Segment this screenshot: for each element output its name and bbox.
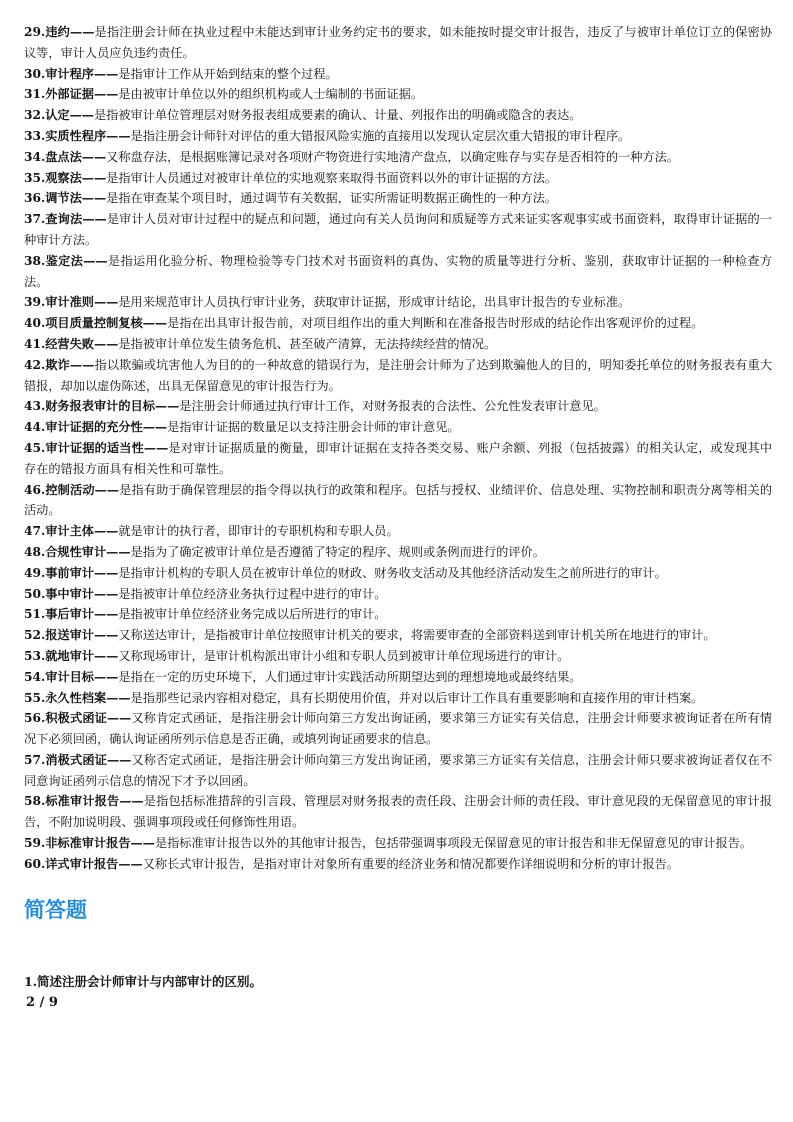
term-entry [24,313,772,334]
term-entry [24,563,772,584]
term-definition: 就是审计的执行者，即审计的专职机构和专职人员。 [118,524,399,539]
term-heading: 30. [24,66,46,81]
term-entry [24,64,772,85]
term-definition: 是指被审计单位经济业务执行过程中进行的审计。 [118,586,387,601]
term-name: 外部证据 [45,87,94,102]
term-name: 项目质量控制复核 [45,316,143,331]
term-dash: —— [93,87,119,102]
term-name: 实质性程序 [45,128,107,143]
term-heading: 38. [24,253,46,268]
term-definition: 是指有助于确保管理层的指令得以执行的政策和程序。包括与授权、业绩评价、信息处理、实物控制和职责分离等相关的活动。 [24,482,773,518]
term-dash: —— [106,752,132,767]
term-definition: 是指注册会计师针对评估的重大错报风险实施的直接用以发现认定层次重大错报的审计程序。 [130,128,631,143]
term-definition: 是指在一定的历史环境下，人们通过审计实践活动所期望达到的理想境地或最终结果。 [118,669,582,684]
term-definition: 是指注册会计师在执业过程中未能达到审计业务约定书的要求，如未能按时提交审计报告，违反了与被审计单位订立的保密协议等，审计人员应负违约责任。 [24,25,773,60]
term-dash: —— [106,544,131,559]
term-name: 财务报表审计的目标 [45,399,155,414]
term-definition: 又称肯定式函证，是指注册会计师向第三方发出询证函，要求第三方证实有关信息，注册会计师要求被询证者在所有情况下必须回函，确认询证函所列示信息是否正确，或填列询证函要求的信息。 [24,711,773,747]
term-definition: 是指标准审计报告以外的其他审计报告，包括带强调事项段无保留意见的审计报告和非无保留意见的审计报告。 [154,836,753,851]
term-heading: 37. [24,212,46,227]
term-definition: 是指审计机构的专职人员在被审计单位的财政、财务收支活动及其他经济活动发生之前所进行的审计。 [118,565,667,580]
term-entry [24,667,772,688]
term-definition: 是指包括标准措辞的引言段、管理层对财务报表的责任段、注册会计师的责任段、审计意见段的无保留意见的审计报告，不附加说明段、强调事项段或任何修饰性用语。 [24,794,773,830]
term-heading: 57. [24,752,46,767]
term-name: 事中审计 [45,586,94,601]
term-dash: —— [142,420,168,435]
term-name: 控制活动 [45,482,95,497]
term-heading: 51. [24,607,46,622]
term-name: 就地审计 [45,648,94,663]
term-dash: —— [81,149,107,164]
term-heading: 31. [24,87,46,102]
term-heading: 29. [24,25,46,39]
term-definition: 是审计人员对审计过程中的疑点和问题，通过向有关人员询问和质疑等方式来证实客观事实或书面资料，取得审计证据的一种审计方法。 [24,212,773,247]
term-definition: 是指被审计单位发生债务危机、甚至破产清算，无法持续经营的情况。 [118,336,497,351]
term-entry [24,438,772,480]
term-heading: 48. [24,544,46,559]
term-entry [24,105,772,126]
term-definition: 是指审计证据的数量足以支持注册会计师的审计意见。 [167,420,460,435]
term-heading: 47. [24,524,46,539]
term-definition: 是指在审查某个项目时，通过调节有关数据，证实所需证明数据正确性的一种方法。 [106,191,558,206]
term-definition: 是指为了确定被审计单位是否遵循了特定的程序、规则或条例而进行的评价。 [130,544,545,559]
term-entry [24,480,772,522]
term-entry [24,292,772,313]
term-name: 审计证据的适当性 [45,440,144,455]
term-dash: —— [70,357,95,372]
term-list [24,22,772,875]
term-entry [24,833,772,854]
term-dash: —— [69,108,94,123]
term-entry [24,542,772,563]
term-heading: 46. [24,482,46,497]
term-heading: 39. [24,295,46,310]
term-heading: 50. [24,586,46,601]
term-dash: —— [93,586,119,601]
term-entry [24,604,772,625]
term-name: 查询法 [45,212,83,227]
term-definition: 是指被审计单位经济业务完成以后所进行的审计。 [118,607,387,622]
term-name: 违约 [45,25,70,39]
term-dash: —— [94,482,120,497]
term-name: 合规性审计 [45,544,107,559]
term-heading: 42. [24,357,46,372]
term-name: 调节法 [45,191,82,206]
term-entry [24,84,772,105]
term-name: 审计目标 [45,669,94,684]
term-dash: —— [83,253,108,268]
term-dash: —— [70,25,95,39]
term-definition: 指以欺骗或坑害他人为目的的一种故意的错误行为，是注册会计师为了达到欺骗他人的目的，明知委托单位的财务报表有重大错报，却加以虚伪陈述，出具无保留意见的审计报告行为。 [24,357,773,393]
term-name: 经营失败 [45,336,94,351]
term-definition: 是注册会计师通过执行审计工作，对财务报表的合法性、公允性发表审计意见。 [179,399,606,414]
term-name: 审计准则 [45,295,94,310]
term-definition: 是指审计人员通过对被审计单位的实地观察来取得书面资料以外的审计证据的方法。 [106,170,558,185]
term-dash: —— [154,399,180,414]
term-dash: —— [106,711,132,726]
term-name: 审计主体 [45,524,94,539]
term-entry [24,625,772,646]
term-dash: —— [81,191,107,206]
term-name: 审计程序 [45,66,94,81]
term-dash: —— [143,440,169,455]
term-dash: —— [82,212,107,227]
term-definition: 是用来规范审计人员执行审计业务，获取审计证据，形成审计结论，出具审计报告的专业标准。 [118,295,631,310]
term-heading: 58. [24,794,46,809]
term-entry [24,147,772,168]
term-name: 认定 [45,108,70,123]
term-definition: 又称现场审计，是审计机构派出审计小组和专职人员到被审计单位现场进行的审计。 [118,648,570,663]
term-entry [24,750,772,792]
term-heading: 52. [24,628,46,643]
term-heading: 41. [24,336,46,351]
term-entry [24,791,772,833]
term-definition: 是指在出具审计报告前，对项目组作出的重大判断和在准备报告时形成的结论作出客观评价的过程。 [167,316,704,331]
term-dash: —— [93,607,119,622]
section-title: 简答题 [24,897,87,922]
term-entry [24,854,772,875]
term-entry [24,188,772,209]
term-heading: 53. [24,648,46,663]
term-heading: 60. [24,856,46,871]
term-name: 非标准审计报告 [45,836,131,851]
question-1: 1.简述注册会计师审计与内部审计的区别。 [24,973,263,989]
term-dash: —— [119,794,144,809]
term-name: 永久性档案 [45,690,107,705]
term-entry [24,209,772,251]
term-name: 报送审计 [45,628,94,643]
term-dash: —— [93,648,119,663]
term-dash: —— [93,66,119,81]
term-definition: 是对审计证据质量的衡量，即审计证据在支持各类交易、账户余额、列报（包括披露）的相关认定，或发现其中存在的错报方面具有相关性和可靠性。 [24,440,773,476]
term-name: 消极式函证 [45,752,107,767]
term-definition: 又称否定式函证，是指注册会计师向第三方发出询证函，要求第三方证实有关信息，注册会计师只要求被询证者仅在不同意询证函列示信息的情况下才予以回函。 [24,752,773,788]
term-heading: 56. [24,711,46,726]
term-name: 鉴定法 [45,253,84,268]
term-heading: 36. [24,191,46,206]
term-heading: 34. [24,149,46,164]
term-definition: 是由被审计单位以外的组织机构或人士编制的书面证据。 [118,87,424,102]
term-entry [24,688,772,709]
term-entry [24,126,772,147]
term-definition: 又称盘存法，是根据账簿记录对各项财产物资进行实地清产盘点，以确定账存与实存是否相符的一种方法。 [106,149,679,164]
term-entry [24,251,772,293]
term-heading: 33. [24,128,46,143]
term-name: 盘点法 [45,149,82,164]
term-dash: —— [106,690,131,705]
term-name: 欺诈 [45,357,70,372]
term-entry [24,708,772,750]
document-page [24,22,772,1012]
term-dash: —— [106,128,131,143]
term-definition: 是指那些记录内容相对稳定，具有长期使用价值，并对以后审计工作具有重要影响和直接作用的审计档案。 [130,690,704,705]
term-name: 审计证据的充分性 [45,420,143,435]
term-entry [24,417,772,438]
term-heading: 59. [24,836,46,851]
term-name: 标准审计报告 [45,794,120,809]
term-dash: —— [93,336,119,351]
term-heading: 54. [24,669,46,684]
page-number: 2 / 9 [26,994,58,1010]
term-entry [24,521,772,542]
term-definition: 又称送达审计，是指被审计单位按照审计机关的要求，将需要审查的全部资料送到审计机关所在地进行的审计。 [118,628,716,643]
term-entry [24,396,772,417]
term-heading: 44. [24,420,46,435]
term-name: 事前审计 [45,565,94,580]
term-entry [24,584,772,605]
term-heading: 43. [24,399,46,414]
term-name: 积极式函证 [45,711,107,726]
term-definition: 是指审计工作从开始到结束的整个过程。 [118,66,338,81]
term-dash: —— [93,628,119,643]
term-dash: —— [142,316,168,331]
term-entry [24,355,772,397]
term-dash: —— [118,856,143,871]
term-name: 事后审计 [45,607,94,622]
term-definition: 是指运用化验分析、物理检验等专门技术对书面资料的真伪、实物的质量等进行分析、鉴别，获取审计证据的一种检查方法。 [24,253,773,289]
term-heading: 55. [24,690,46,705]
term-name: 观察法 [45,170,82,185]
term-entry [24,334,772,355]
term-heading: 32. [24,108,46,123]
term-heading: 40. [24,316,46,331]
term-dash: —— [93,565,119,580]
term-definition: 又称长式审计报告，是指对审计对象所有重要的经济业务和情况都要作详细说明和分析的审计报告。 [142,856,679,871]
term-entry [24,168,772,189]
term-name: 详式审计报告 [45,856,119,871]
term-dash: —— [93,295,119,310]
term-dash: —— [93,524,119,539]
term-dash: —— [93,669,119,684]
term-heading: 35. [24,170,46,185]
term-entry [24,646,772,667]
term-heading: 49. [24,565,46,580]
term-definition: 是指被审计单位管理层对财务报表组成要素的确认、计量、列报作出的明确或隐含的表达。 [93,108,582,123]
term-dash: —— [130,836,155,851]
term-heading: 45. [24,440,46,455]
term-entry [24,22,772,64]
term-dash: —— [81,170,107,185]
